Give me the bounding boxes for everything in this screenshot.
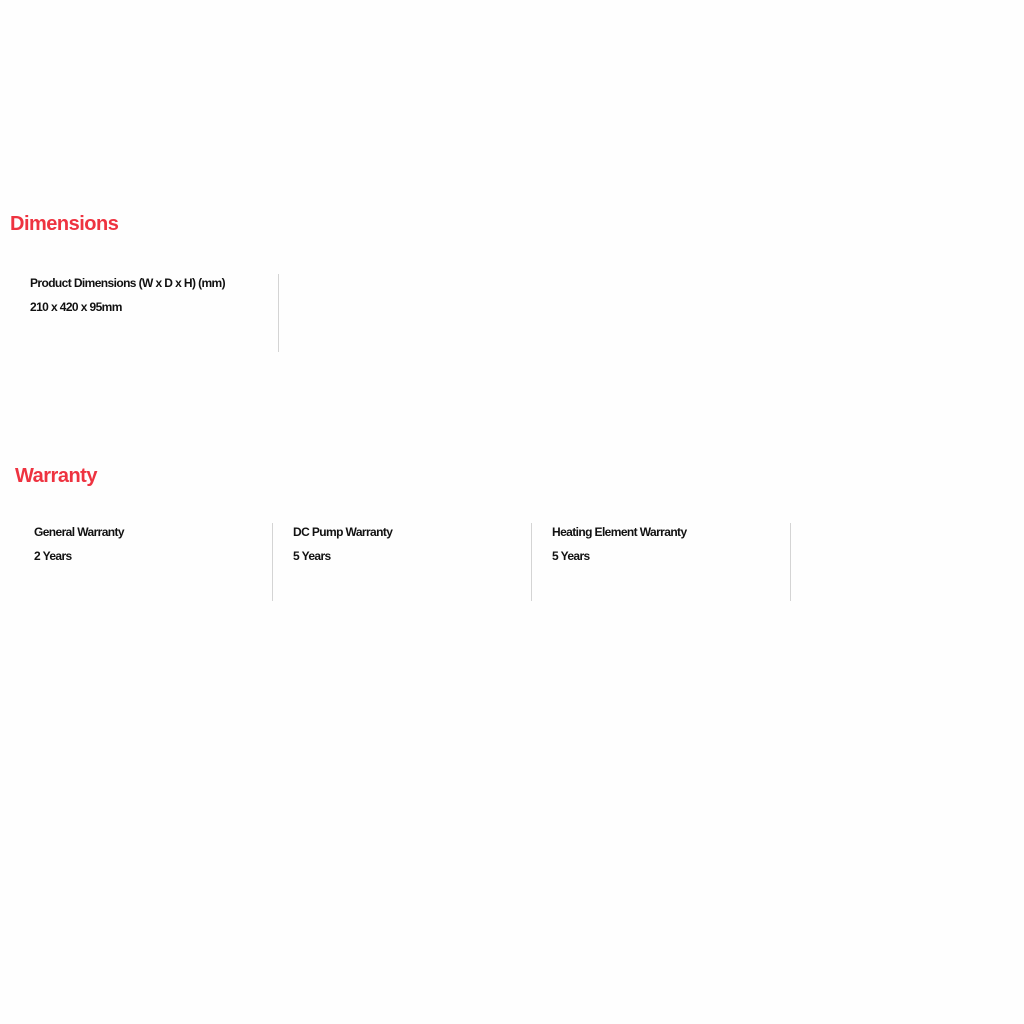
spec-label: Heating Element Warranty	[552, 525, 687, 539]
spec-value: 5 Years	[552, 549, 590, 563]
spec-cell-general-warranty	[14, 523, 273, 601]
spec-value: 2 Years	[34, 549, 72, 563]
spec-value: 5 Years	[293, 549, 331, 563]
spec-cell-heating-element-warranty	[532, 523, 791, 601]
warranty-section-title: Warranty	[15, 465, 97, 487]
spec-cell-dc-pump-warranty	[273, 523, 532, 601]
spec-label: DC Pump Warranty	[293, 525, 393, 539]
spec-label: General Warranty	[34, 525, 124, 539]
spec-cell-product-dimensions	[10, 274, 279, 352]
warranty-spec-row	[14, 523, 791, 601]
spec-value: 210 x 420 x 95mm	[30, 300, 122, 314]
dimensions-spec-row	[10, 274, 279, 352]
dimensions-section-title: Dimensions	[10, 213, 119, 235]
spec-label: Product Dimensions (W x D x H) (mm)	[30, 276, 226, 290]
